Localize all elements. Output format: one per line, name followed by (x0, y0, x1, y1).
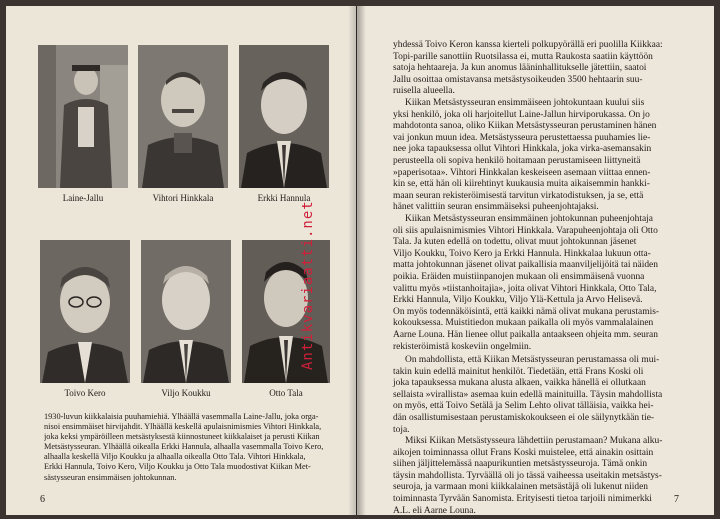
caption-line: nisoi ensimmäiset hirvijahdit. Ylhäällä keskellä apulaisnimismies Vihtori Hinkkala, (44, 422, 322, 432)
photo-caption-paragraph (44, 412, 344, 483)
text-line: Erkki Hannula, Viljo Koukku, Viljo Ylä-Kettula ja Arvo Helisevä. (393, 295, 643, 306)
caption-line: joka keksi ympäröilleen metsästyksestä kiinnostuneet kiikkalaiset ja perusti Kiikan (44, 432, 320, 442)
text-line: poikia. Eräiden muistiinpanojen mukaan oli ensimmäisenä vuonna (393, 271, 645, 282)
text-line: On myös todennäköisintä, että kaikki nämä olivat mukana perustamis- (393, 306, 660, 317)
caption-laine-jallu: Laine-Jallu (62, 193, 104, 203)
text-line: Kiikan Metsästysseuran ensimmäinen johtokunnan puheenjohtaja (405, 214, 653, 224)
body-paragraph-3 (393, 214, 683, 353)
caption-toivo-kero: Toivo Kero (64, 388, 106, 398)
text-line: Topi-parille sanottiin Ruotsilassa ei, mutta Raukosta saatiin käyttöön (393, 51, 653, 62)
text-line: yksi henkilö, joka oli harjoitellut Laine-Jallun hirviporukassa. On jo (393, 109, 650, 120)
text-line: matta johtokunnan jäsenet olivat paikallisia maanviljelijöitä tai näiden (393, 260, 658, 271)
photo-viljo-koukku (141, 240, 231, 383)
text-line: Viljo Koukku, Toivo Kero ja Erkki Hannula. Hinkkalaa lukuun otta- (393, 248, 651, 259)
text-line: On mahdollista, että Kiikan Metsästysseuran perustamassa oli mui- (405, 355, 660, 365)
text-line: Miksi Kiikan Metsästysseura lähdettiin perustamaan? Mukana alku- (405, 436, 663, 446)
text-line: maan seuran rekisteröimisestä tarvitun virkatodistuksen, ja se, että (393, 190, 644, 201)
caption-line: alhaalla keskellä Viljo Koukku ja alhaalla oikealla Otto Tala. Vihtori Hinkkala, (44, 452, 306, 462)
text-line: Aarne Louna. Hän lienee ollut paikalla antaakseen ohjeita mm. seuran (393, 329, 658, 340)
text-line: ruisella alueella. (393, 86, 455, 97)
body-paragraph-5 (393, 436, 683, 517)
text-line: A.L. eli Aarne Louna. (393, 505, 476, 516)
text-line: Jallu osoittaa omistavansa metsästysoikeuden 3500 hehtaarin suu- (393, 74, 643, 85)
text-line: yhdessä Toivo Keron kanssa kierteli polkupyörällä eri puolilla Kiikkaa: (393, 40, 663, 50)
photo-toivo-kero (40, 240, 130, 383)
text-line: »paperisotaa». Vihtori Hinkkalan keskeiseen asemaan viittaa ennen- (393, 167, 651, 178)
right-page-number: 7 (674, 494, 679, 505)
photo-erkki-hannula (239, 45, 329, 188)
text-line: toiminnasta Tyrvään Sanomista. Erityisesti tietoa tarjoili nimimerkki (393, 493, 652, 504)
caption-vihtori-hinkkala: Vihtori Hinkkala (152, 193, 214, 203)
text-line: joka tapauksessa mukana alusta alkaen, vaikka hänellä ei ollutkaan (393, 378, 646, 389)
caption-line: 1930-luvun kiikkalaisia puuhamiehiä. Ylhäällä vasemmalla Laine-Jallu, joka orga- (44, 412, 319, 421)
text-line: takin kuin edellä mainitut henkilöt. Tiedetään, että Frans Koski oli (393, 366, 644, 377)
photo-laine-jallu (38, 45, 128, 188)
text-line: dän osallistumisestaan perustamiskokoukseen ei ole säilynytkään tie- (393, 412, 655, 423)
text-line: seuroja, ja varmaan moni kiikkalainen metsästäjä oli lukenut niiden (393, 482, 649, 493)
text-line: mahdotonta sanoa, oliko Kiikan Metsästysseuran perustaminen hänen (393, 121, 657, 132)
text-line: perusteella oli sopiva henkilö hoitamaan perustamiseen liittyneitä (393, 155, 641, 166)
text-line: oli siis apulaisnimismies Vihtori Hinkkala. Varapuheenjohtaja oli Otto (393, 225, 658, 236)
text-line: on myös, että Toivo Setälä ja Selim Lehto olivat tälläisia, vaikka hei- (393, 401, 654, 412)
caption-line: Metsästysseuran. Ylhäällä oikealla Erkki Hannula, alhaalla vasemmalla Toivo Kero, (44, 442, 324, 452)
watermark-text: Antikvariaatti.net (300, 200, 316, 370)
body-paragraph-2 (393, 98, 683, 214)
text-line: satoja hehtaareja. Ja kun anomus lääninhallitukselle jätettiin, saatoi (393, 63, 647, 74)
text-line: aikojen toiminnassa ollut Frans Koski muistelee, että ainakin osittain (393, 447, 654, 458)
body-paragraph-1 (393, 40, 683, 98)
text-line: siihen jäljittelemässä naapurikuntien metsästysseuroja. Tämä onkin (393, 459, 648, 470)
text-line: täysin mahdollista. Tyrväällä oli jo tässä vaiheessa useitakin metsästys- (393, 470, 662, 481)
body-paragraph-4 (393, 355, 683, 436)
text-line: Tala. Ja kuten edellä on todettu, olivat muut johtokunnan jäsenet (393, 237, 637, 248)
photo-vihtori-hinkkala (138, 45, 228, 188)
text-line: Kiikan Metsästysseuran ensimmäiseen johtokuntaan kuului siis (405, 98, 645, 108)
photo-otto-tala (242, 240, 330, 383)
caption-line: sästysseuran ensimmäisen johtokunnan. (44, 472, 177, 482)
text-line: vai jonkun muun idea. Metsästysseura perustettaessa puuhamies lie- (393, 132, 651, 143)
text-line: valittu myös »tiistanhoitajia», joita olivat Vihtori Hinkkala, Otto Tala, (393, 283, 657, 294)
book-gutter (348, 6, 366, 515)
caption-otto-tala: Otto Tala (269, 388, 303, 398)
text-line: kin se, että hän oli kiirehtinyt kuukausia muita aikaisemmin hankki- (393, 179, 650, 190)
text-line: toja. (393, 424, 410, 435)
text-line: nee joka tapauksessa ollut Vihtori Hinkkala, joka virka-asemansakin (393, 144, 652, 155)
caption-erkki-hannula: Erkki Hannula (257, 193, 311, 203)
text-line: hänet valittiin seuran ensimmäiseksi puheenjohtajaksi. (393, 202, 599, 213)
text-line: rekisteröimistä koskeviin ongelmiin. (393, 341, 532, 352)
caption-viljo-koukku: Viljo Koukku (161, 388, 211, 398)
left-page-number: 6 (40, 494, 45, 505)
caption-line: Erkki Hannula, Toivo Kero, Viljo Koukku ja Otto Tala muodostivat Kiikan Met- (44, 462, 311, 472)
text-line: kokouksessa. Muistitiedon mukaan paikalla oli myös vammalalainen (393, 318, 654, 329)
text-line: sellaista »virallista» asemaa kuin edellä mainituilla. Täysin mahdollista (393, 389, 663, 400)
